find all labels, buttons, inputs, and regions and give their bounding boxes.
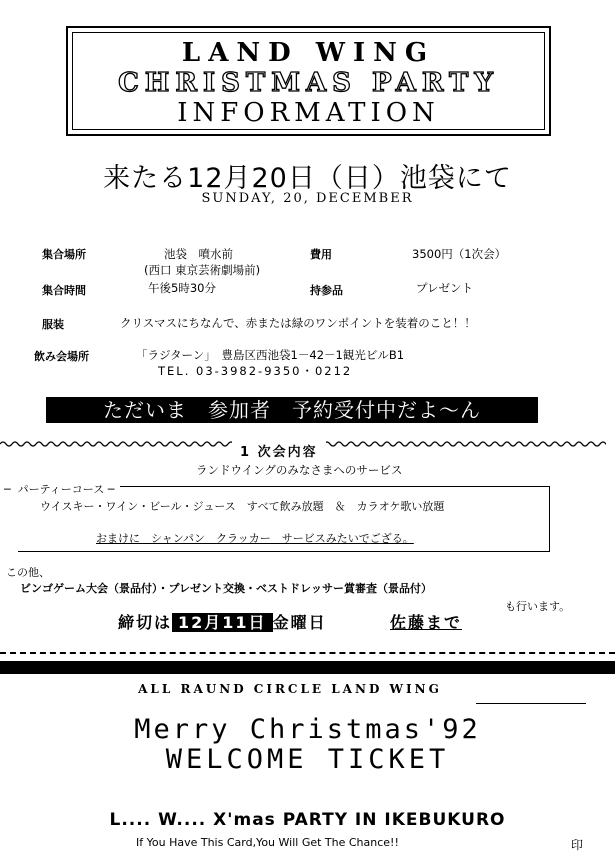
deadline-line xyxy=(118,610,327,633)
deadline-contact: 佐藤まで xyxy=(390,613,463,632)
course-drinks-line: ウイスキー・ワイン・ビール・ジュース すべて飲み放題 ＆ カラオケ歌い放題 xyxy=(40,500,445,513)
others-also: も行います。 xyxy=(505,600,571,613)
others-line: ビンゴゲーム大会（景品付）・プレゼント交換・ベストドレッサー賞審査（景品付） xyxy=(20,582,432,595)
fee-value: 3500円（1次会） xyxy=(412,247,507,261)
ticket-greeting: Merry Christmas'92 xyxy=(134,714,481,745)
ticket-seal: 印 xyxy=(571,838,584,852)
venue-label: 飲み会場所 xyxy=(34,350,89,363)
deadline-prefix: 締切は xyxy=(118,613,173,632)
ticket-club-name: ALL RAUND CIRCLE LAND WING xyxy=(138,682,442,696)
title-box xyxy=(66,26,551,136)
meeting-place-value: 池袋 噴水前 xyxy=(164,247,233,261)
bring-value: プレゼント xyxy=(416,281,474,295)
meeting-place-note: (西口 東京芸術劇場前) xyxy=(144,263,261,277)
title-information: INFORMATION xyxy=(177,98,440,128)
deadline-date: 12月11日 xyxy=(172,613,273,632)
ticket-title: WELCOME TICKET xyxy=(165,744,450,775)
meeting-place-label: 集合場所 xyxy=(42,248,86,261)
ticket-party-line: L.... W.... X'mas PARTY IN IKEBUKURO xyxy=(109,810,506,830)
ticket-note: If You Have This Card,You Will Get The Chance!! xyxy=(136,836,399,849)
thick-rule xyxy=(0,661,615,674)
others-label: この他、 xyxy=(6,566,50,579)
course-label: ─ パーティーコース ─ xyxy=(0,481,120,497)
title-christmas-party: CHRISTMAS PARTY xyxy=(118,68,499,98)
first-party-subheading: ランドウイングのみなさまへのサービス xyxy=(196,463,403,477)
fee-label: 費用 xyxy=(310,248,332,261)
dress-label: 服装 xyxy=(42,318,64,331)
event-date-japanese: 来たる12月20日（日）池袋にて xyxy=(103,163,512,194)
venue-value: 「ラジターン」 豊島区西池袋1－42－1観光ビルB1 xyxy=(136,348,405,362)
bonus-line: おまけに シャンパン クラッカー サービスみたいでござる。 xyxy=(96,532,414,545)
dress-value: クリスマスにちなんで、赤または緑のワンポイントを装着のこと！！ xyxy=(120,316,476,330)
deadline-weekday: 金曜日 xyxy=(272,613,327,632)
ticket-name-line xyxy=(476,703,586,704)
event-date-english: SUNDAY, 20, DECEMBER xyxy=(201,191,414,206)
dashed-cut-line xyxy=(0,652,615,654)
meeting-time-label: 集合時間 xyxy=(42,284,86,297)
first-party-heading: 1 次会内容 xyxy=(232,441,326,460)
venue-tel: TEL. 03-3982-9350・0212 xyxy=(158,364,353,378)
bring-label: 持参品 xyxy=(310,284,343,297)
reservation-banner: ただいま 参加者 予約受付中だよ～ん xyxy=(46,397,538,423)
title-land-wing: LAND WING xyxy=(181,38,436,68)
meeting-time-value: 午後5時30分 xyxy=(148,281,216,295)
